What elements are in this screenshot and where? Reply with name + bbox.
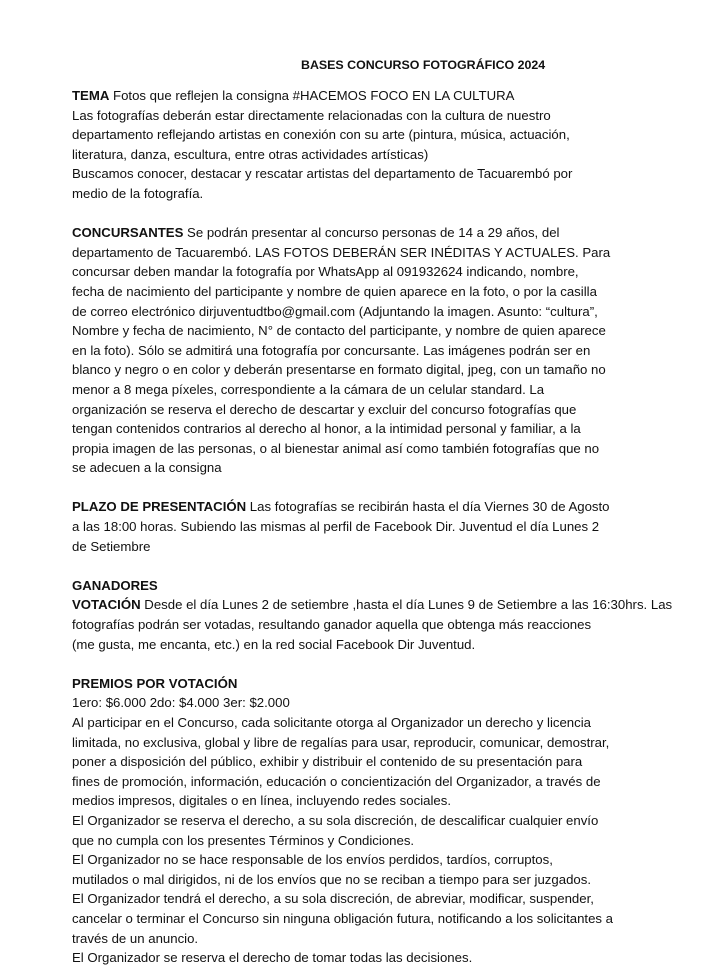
concursantes-line: Nombre y fecha de nacimiento, N° de contacto del participante, y nombre de quien aparece [72,323,606,339]
concursantes-heading: CONCURSANTES [72,225,184,241]
tema-line: Fotos que reflejen la consigna #HACEMOS FOCO EN LA CULTURA [109,88,515,103]
ganadores-heading: GANADORES [72,577,158,593]
premios-line: poner a disposición del público, exhibir y distribuir el contenido de su presentación para [72,754,583,770]
premios-line: cancelar o terminar el Concurso sin ninguna obligación futura, notificando a los solicitantes a [72,910,613,926]
plazo-line: de Setiembre [72,538,151,554]
votacion-line: fotografías podrán ser votadas, resultando ganador aquella que obtenga más reacciones [72,617,592,633]
tema-line: literatura, danza, escultura, entre otras actividades artísticas) [72,146,429,162]
concursantes-line: departamento de Tacuarembó. LAS FOTOS DEBERÁN SER INÉDITAS Y ACTUALES. Para [72,244,611,260]
concursantes-line: fecha de nacimiento del participante y nombre de quien aparece en la foto, o por la casilla [72,283,597,299]
premios-line: mutilados o mal dirigidos, ni de los envíos que no se reciban a tiempo para ser juzgados. [72,871,592,887]
premios-line: El Organizador se reserva el derecho, a su sola discreción, de descalificar cualquier envío [72,812,599,828]
votacion-line: Desde el día Lunes 2 de setiembre ,hasta el día Lunes 9 de Setiembre a las 16:30hrs. Las [140,597,673,613]
section-concursantes [72,223,682,478]
premios-amounts: 1ero: $6.000 2do: $4.000 3er: $2.000 [72,695,290,711]
premios-line: El Organizador se reserva el derecho de tomar todas las decisiones. [72,950,473,966]
tema-line: departamento reflejando artistas en conexión con su arte (pintura, música, actuación, [72,127,570,143]
premios-line: El Organizador no se hace responsable de los envíos perdidos, tardíos, corruptos, [72,852,553,868]
concursantes-line: se adecuen a la consigna [72,460,222,476]
concursantes-line: Se podrán presentar al concurso personas de 14 a 29 años, del [183,225,560,241]
premios-line: que no cumpla con los presentes Términos y Condiciones. [72,832,415,848]
concursantes-line: de correo electrónico dirjuventudtbo@gmail.com (Adjuntando la imagen. Asunto: “cultura”, [72,303,598,319]
concursantes-line: en la foto). Sólo se admitirá una fotografía por concursante. Las imágenes podrán ser en [72,342,591,358]
section-ganadores [72,576,682,654]
tema-line: Las fotografías deberán estar directamente relacionadas con la cultura de nuestro [72,107,551,123]
plazo-line: Las fotografías se recibirán hasta el día Viernes 30 de Agosto [246,499,610,515]
document-title: BASES CONCURSO FOTOGRÁFICO 2024 [301,58,546,72]
premios-line: El Organizador tendrá el derecho, a su sola discreción, de abreviar, modificar, suspender, [72,891,594,907]
concursantes-line: concursar deben mandar la fotografía por WhatsApp al 091932624 indicando, nombre, [72,264,579,280]
premios-line: limitada, no exclusiva, global y libre de regalías para usar, reproducir, comunicar, demostrar, [72,734,610,750]
concursantes-first-line [72,223,682,243]
document-body [72,86,682,968]
votacion-line: (me gusta, me encanta, etc.) en la red social Facebook Dir Juventud. [72,636,476,652]
votacion-heading: VOTACIÓN [72,597,141,613]
tema-line: medio de la fotografía. [72,185,204,201]
concursantes-line: blanco y negro o en color y deberán presentarse en formato digital, jpeg, con un tamaño no [72,362,606,378]
section-premios [72,674,682,968]
premios-line: través de un anuncio. [72,930,199,946]
premios-line: medios impresos, digitales o en línea, incluyendo redes sociales. [72,793,451,809]
concursantes-line: organización se reserva el derecho de descartar y excluir del concurso fotografías que [72,401,577,417]
premios-line: Al participar en el Concurso, cada solicitante otorga al Organizador un derecho y licencia [72,715,591,730]
votacion-first-line [72,595,682,615]
section-tema [72,86,682,204]
tema-line: Buscamos conocer, destacar y rescatar artistas del departamento de Tacuarembó por [72,166,573,182]
tema-heading: TEMA [72,88,110,103]
section-plazo [72,497,682,556]
premios-heading: PREMIOS POR VOTACIÓN [72,675,238,691]
plazo-heading: PLAZO DE PRESENTACIÓN [72,499,247,515]
plazo-line: a las 18:00 horas. Subiendo las mismas al perfil de Facebook Dir. Juventud el día Lunes 2 [72,519,600,535]
plazo-first-line [72,497,682,517]
premios-line: fines de promoción, información, educación o concientización del Organizador, a través de [72,773,601,789]
tema-first-line [72,86,682,106]
concursantes-line: tengan contenidos contrarios al derecho al honor, a la intimidad personal y familiar, a la [72,421,581,437]
concursantes-line: propia imagen de las personas, o al bienestar animal así como también fotografías que no [72,440,600,456]
concursantes-line: menor a 8 mega píxeles, correspondiente a la cámara de un celular standard. La [72,381,545,397]
